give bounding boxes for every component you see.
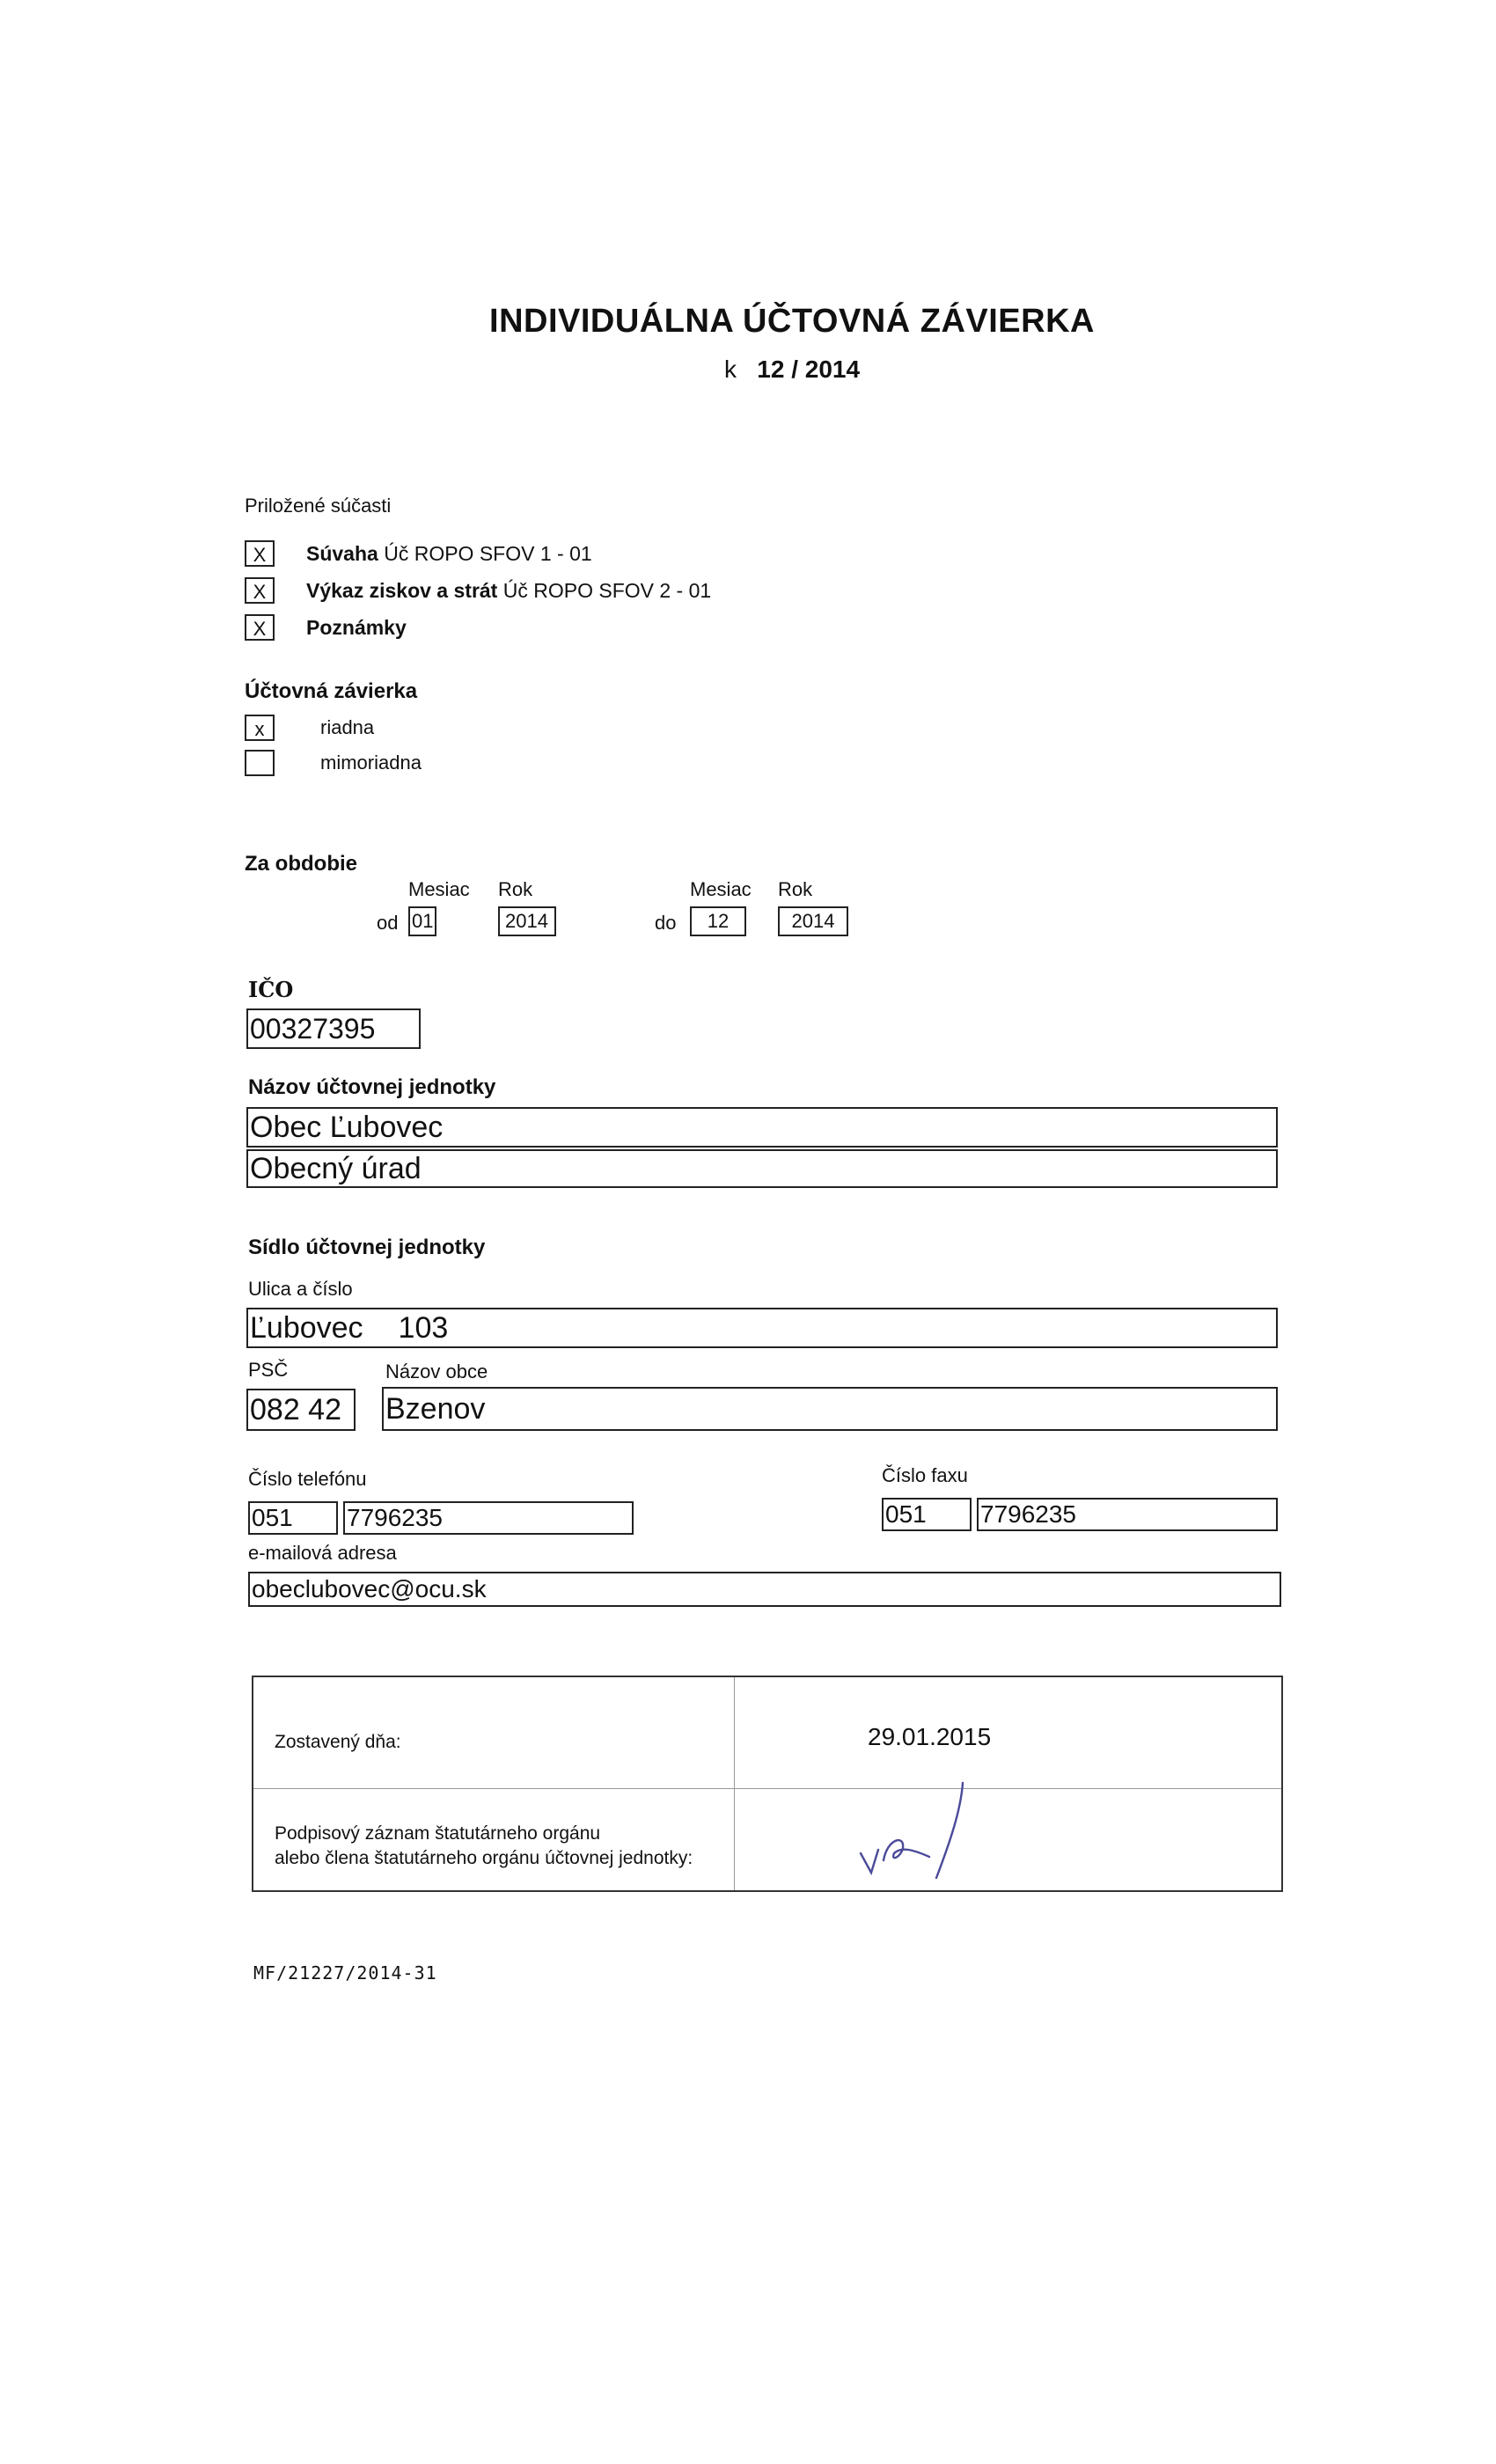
form-code: MF/21227/2014-31 (253, 1962, 437, 1984)
ico-label: IČO (248, 977, 294, 1002)
compiled-date: 29.01.2015 (868, 1723, 992, 1750)
attachment-item-balance (306, 542, 592, 566)
closing-type-label-extraordinary: mimoriadna (320, 752, 422, 774)
from-year-label: Rok (498, 878, 533, 900)
fax-prefix-field[interactable]: 051 (882, 1498, 972, 1531)
closing-type-heading: Účtovná závierka (245, 679, 418, 703)
town-field[interactable]: Bzenov (382, 1387, 1278, 1431)
street-label: Ulica a číslo (248, 1278, 353, 1300)
period-value: 12 / 2014 (757, 356, 861, 383)
street-name: Ľubovec (250, 1310, 363, 1345)
fax-label: Číslo faxu (882, 1464, 968, 1486)
ico-field[interactable]: 00327395 (246, 1008, 421, 1049)
entity-name-line2-field[interactable]: Obecný úrad (246, 1149, 1278, 1188)
attachment-code: Úč ROPO SFOV 2 - 01 (502, 579, 712, 602)
closing-type-label-regular: riadna (320, 716, 375, 738)
from-month-field[interactable]: 01 (408, 906, 436, 936)
signature-label-line2: alebo člena štatutárneho orgánu účtovnej jednotky: (275, 1848, 693, 1868)
compiled-label: Zostavený dňa: (275, 1732, 401, 1752)
page-title: INDIVIDUÁLNA ÚČTOVNÁ ZÁVIERKA (489, 303, 1095, 340)
fax-number-field[interactable]: 7796235 (977, 1498, 1278, 1531)
to-label: do (655, 912, 677, 934)
entity-name-line1-field[interactable]: Obec Ľubovec (246, 1107, 1278, 1148)
signature-table (252, 1676, 1283, 1892)
attachment-name: Poznámky (306, 616, 407, 639)
closing-type-checkbox-extraordinary[interactable] (245, 750, 275, 776)
street-field[interactable] (246, 1308, 1278, 1348)
attachment-name: Súvaha (306, 542, 378, 565)
attachment-code: Úč ROPO SFOV 1 - 01 (384, 542, 592, 565)
entity-name-label: Názov účtovnej jednotky (248, 1075, 496, 1099)
phone-prefix-field[interactable]: 051 (248, 1501, 338, 1535)
signature-label (275, 1822, 693, 1871)
to-month-field[interactable]: 12 (690, 906, 746, 936)
closing-type-checkbox-regular[interactable]: x (245, 715, 275, 741)
phone-number-field[interactable]: 7796235 (343, 1501, 634, 1535)
to-year-label: Rok (778, 878, 813, 900)
email-label: e-mailová adresa (248, 1542, 397, 1564)
to-month-label: Mesiac (690, 878, 752, 900)
period-heading: Za obdobie (245, 852, 357, 876)
report-period (0, 356, 1496, 384)
to-year-field[interactable]: 2014 (778, 906, 848, 936)
email-field[interactable]: obeclubovec@ocu.sk (248, 1572, 1281, 1607)
town-label: Názov obce (385, 1360, 488, 1382)
psc-field[interactable]: 082 42 (246, 1389, 356, 1431)
signature-label-line1: Podpisový záznam štatutárneho orgánu (275, 1823, 601, 1844)
attachment-checkbox-balance[interactable]: X (245, 540, 275, 567)
period-prefix: k (723, 356, 737, 383)
from-year-field[interactable]: 2014 (498, 906, 556, 936)
attachment-item-notes (306, 616, 407, 640)
psc-label: PSČ (248, 1359, 289, 1381)
attachment-checkbox-notes[interactable]: X (245, 614, 275, 641)
attachment-checkbox-profit-loss[interactable]: X (245, 577, 275, 604)
from-label: od (377, 912, 399, 934)
attachment-name: Výkaz ziskov a strát (306, 579, 498, 602)
handwritten-signature (852, 1765, 1028, 1888)
seat-heading: Sídlo účtovnej jednotky (248, 1236, 486, 1259)
from-month-label: Mesiac (408, 878, 470, 900)
street-number: 103 (398, 1310, 449, 1345)
attachment-item-profit-loss (306, 579, 711, 603)
phone-label: Číslo telefónu (248, 1468, 367, 1490)
attachments-heading: Priložené súčasti (245, 495, 392, 517)
